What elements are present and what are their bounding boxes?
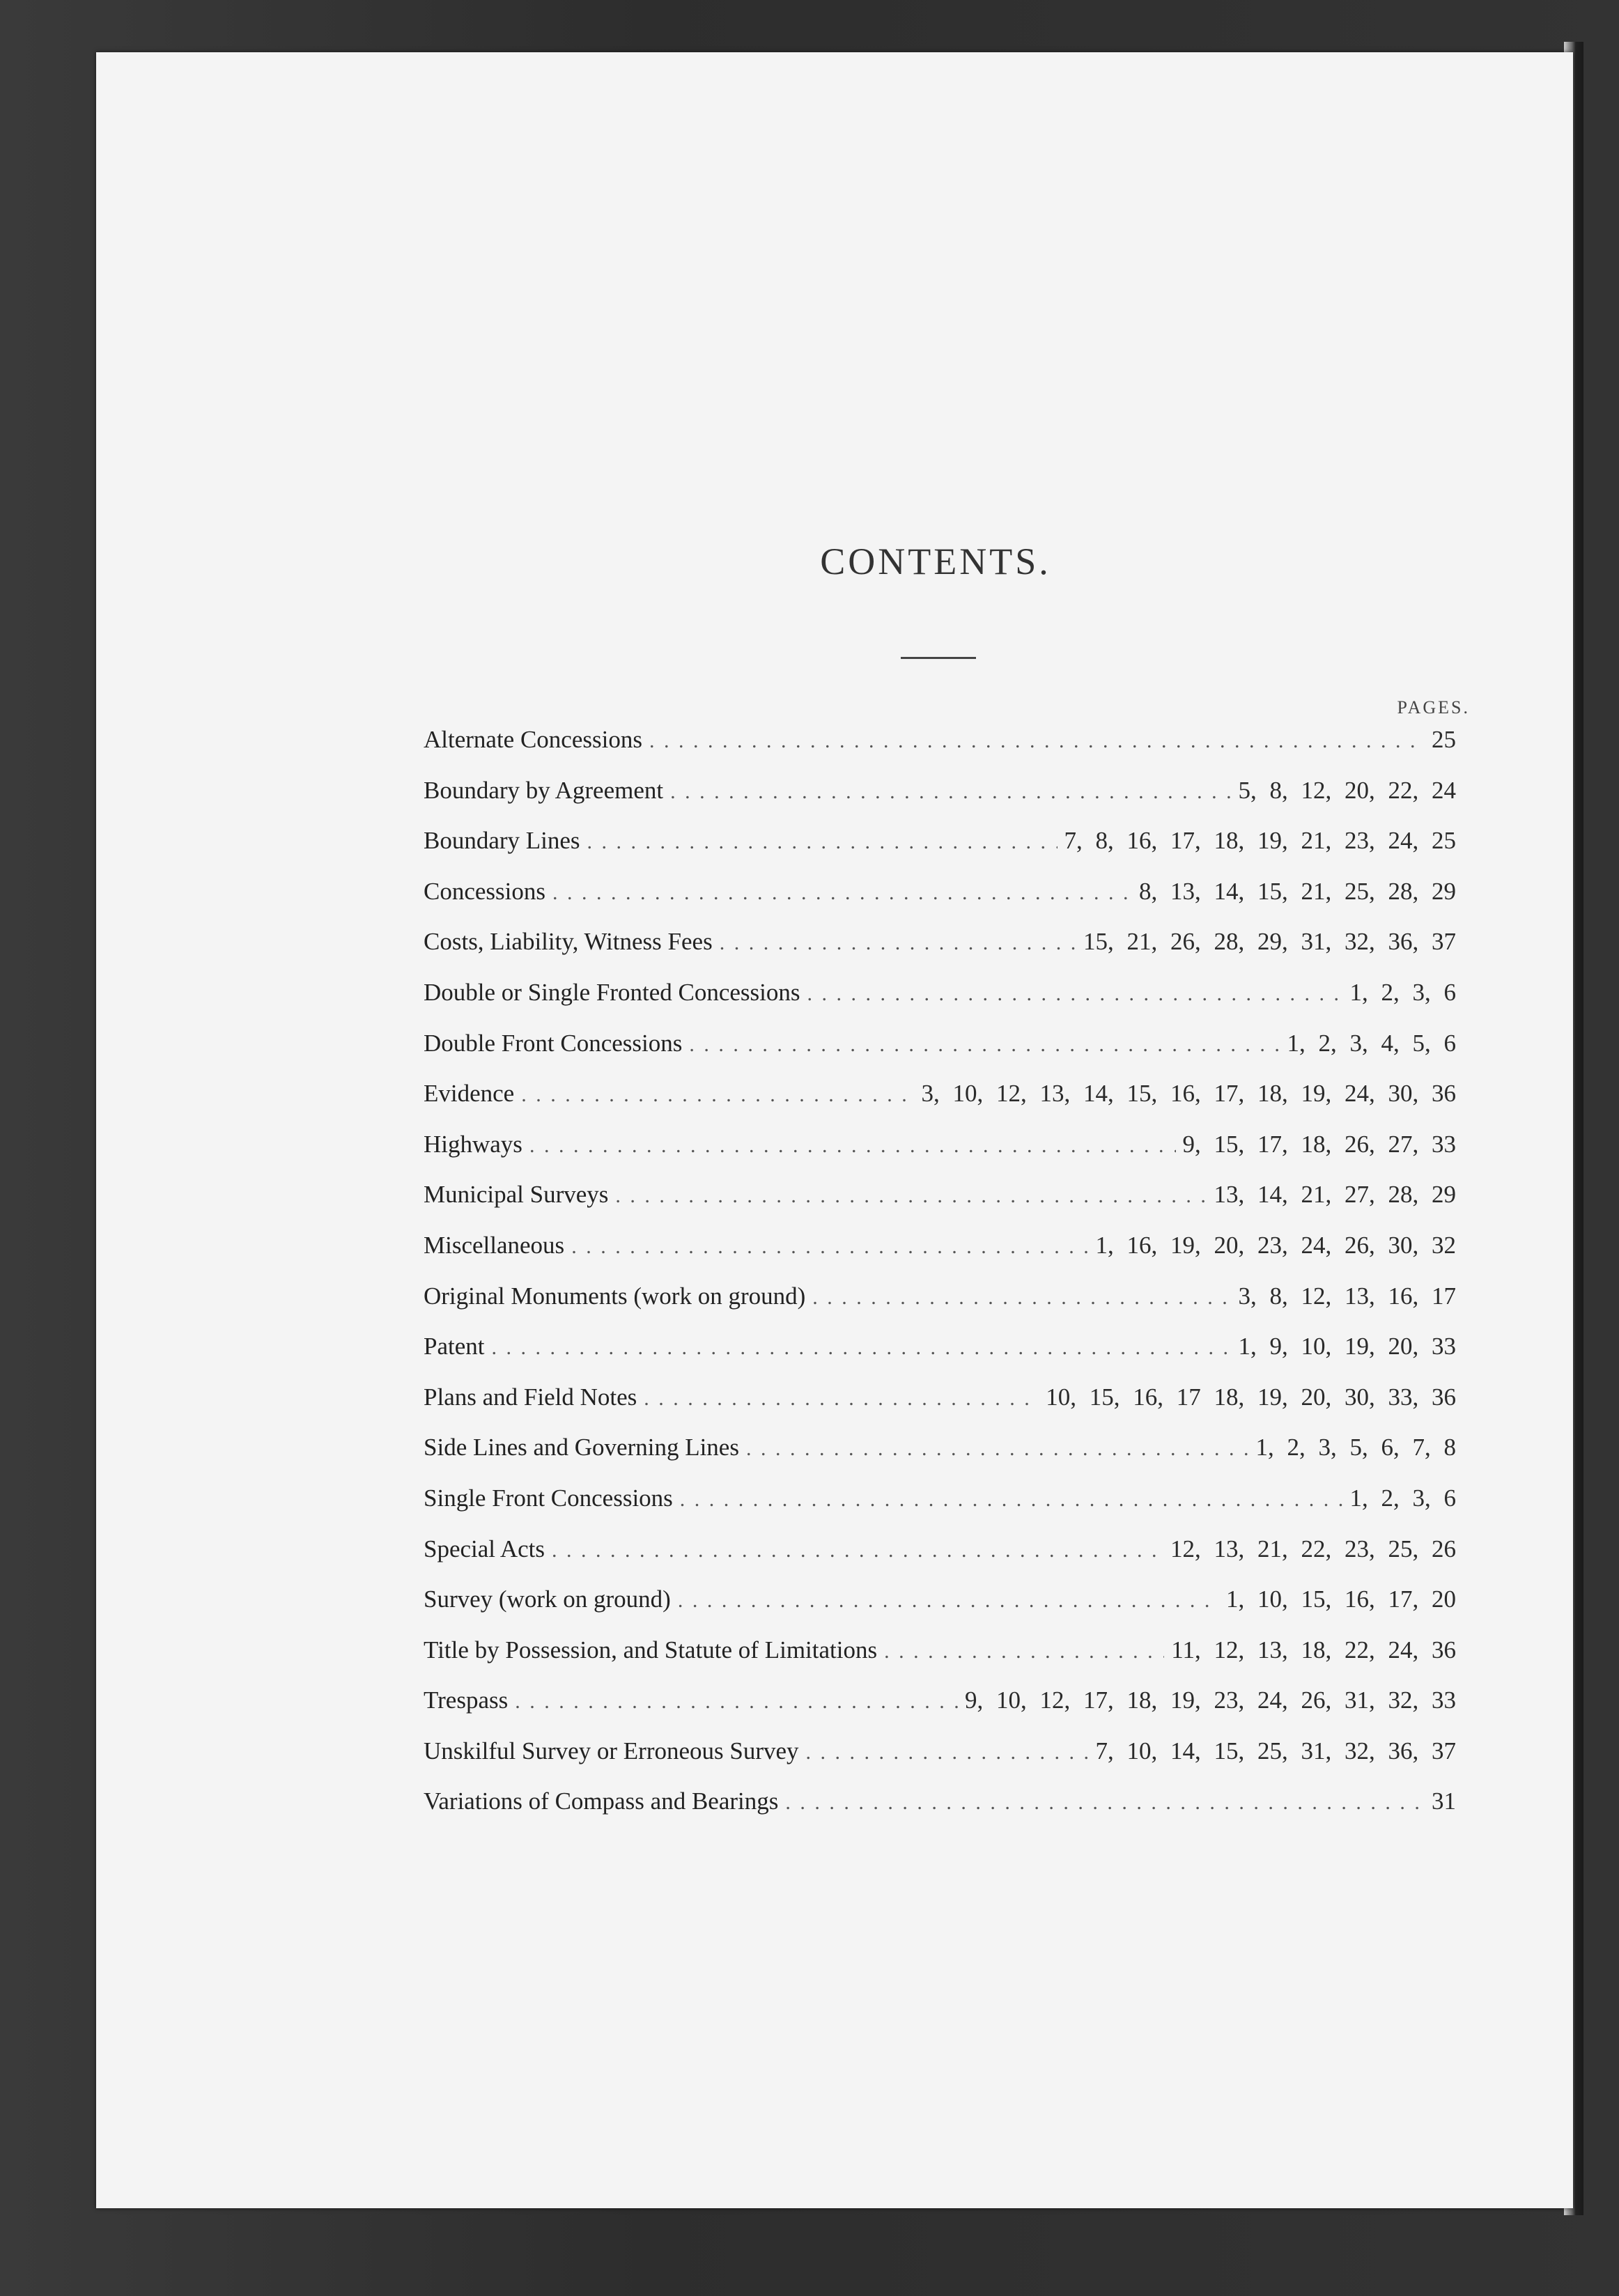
entry-label: Concessions <box>424 877 545 905</box>
entry-pages: 1, 10, 15, 16, 17, 20 <box>1226 1585 1456 1613</box>
contents-entry <box>424 878 1456 929</box>
dot-leader <box>649 729 1425 753</box>
dot-leader <box>587 830 1058 854</box>
contents-entry <box>424 1484 1456 1535</box>
contents-entry <box>424 928 1456 979</box>
dot-leader <box>807 982 1343 1006</box>
entry-pages: 11, 12, 13, 18, 22, 24, 36 <box>1171 1636 1456 1663</box>
contents-entry <box>424 1080 1456 1131</box>
contents-entry <box>424 1787 1456 1838</box>
dot-leader <box>812 1286 1231 1310</box>
entry-pages: 15, 21, 26, 28, 29, 31, 32, 36, 37 <box>1083 928 1456 956</box>
entry-pages: 1, 2, 3, 6 <box>1349 978 1456 1006</box>
dot-leader <box>785 1791 1425 1815</box>
entry-label: Boundary Lines <box>424 827 580 855</box>
entry-label: Single Front Concessions <box>424 1484 673 1512</box>
contents-entry <box>424 1383 1456 1434</box>
contents-entry <box>424 1181 1456 1232</box>
entry-label: Side Lines and Governing Lines <box>424 1434 739 1461</box>
entry-label: Double Front Concessions <box>424 1029 683 1057</box>
dot-leader <box>552 1539 1163 1562</box>
entry-pages: 31 <box>1432 1787 1456 1815</box>
entry-pages: 1, 2, 3, 5, 6, 7, 8 <box>1255 1434 1456 1461</box>
dot-leader <box>529 1134 1176 1158</box>
contents-entry <box>424 1131 1456 1181</box>
entry-pages: 9, 10, 12, 17, 18, 19, 23, 24, 26, 31, 32, 33 <box>965 1686 1456 1714</box>
entry-pages: 10, 15, 16, 17 18, 19, 20, 30, 33, 36 <box>1046 1383 1456 1411</box>
entry-label: Original Monuments (work on ground) <box>424 1282 806 1310</box>
contents-entry <box>424 726 1456 777</box>
dot-leader <box>806 1741 1089 1764</box>
entry-label: Unskilful Survey or Erroneous Survey <box>424 1737 799 1764</box>
entry-label: Municipal Surveys <box>424 1181 609 1209</box>
dot-leader <box>552 881 1132 905</box>
dot-leader <box>746 1437 1249 1461</box>
contents-entry <box>424 1333 1456 1383</box>
entry-pages: 1, 2, 3, 4, 5, 6 <box>1287 1029 1456 1057</box>
entry-label: Special Acts <box>424 1535 545 1562</box>
contents-list <box>424 726 1456 1838</box>
entry-pages: 12, 13, 21, 22, 23, 25, 26 <box>1170 1535 1456 1562</box>
dot-leader <box>491 1336 1231 1360</box>
entry-label: Highways <box>424 1130 522 1158</box>
contents-entry <box>424 1686 1456 1737</box>
entry-label: Costs, Liability, Witness Fees <box>424 928 713 956</box>
contents-entry <box>424 1434 1456 1484</box>
entry-pages: 3, 10, 12, 13, 14, 15, 16, 17, 18, 19, 24, 30, 36 <box>921 1080 1456 1108</box>
document-page <box>96 52 1573 2208</box>
dot-leader <box>680 1488 1343 1512</box>
dot-leader <box>720 931 1076 955</box>
entry-pages: 9, 15, 17, 18, 26, 27, 33 <box>1182 1130 1456 1158</box>
entry-pages: 3, 8, 12, 13, 16, 17 <box>1238 1282 1456 1310</box>
entry-pages: 7, 10, 14, 15, 25, 31, 32, 36, 37 <box>1095 1737 1456 1764</box>
dot-leader <box>678 1589 1219 1613</box>
entry-pages: 5, 8, 12, 20, 22, 24 <box>1238 776 1456 804</box>
contents-entry <box>424 827 1456 878</box>
entry-label: Alternate Concessions <box>424 726 642 753</box>
entry-label: Plans and Field Notes <box>424 1383 637 1411</box>
entry-pages: 8, 13, 14, 15, 21, 25, 28, 29 <box>1139 877 1456 905</box>
contents-entry <box>424 1585 1456 1636</box>
dot-leader <box>670 780 1231 804</box>
contents-entry <box>424 1737 1456 1788</box>
dot-leader <box>644 1387 1039 1411</box>
entry-label: Trespass <box>424 1686 509 1714</box>
entry-label: Title by Possession, and Statute of Limitations <box>424 1636 878 1663</box>
entry-pages: 1, 16, 19, 20, 23, 24, 26, 30, 32 <box>1095 1231 1456 1259</box>
contents-entry <box>424 979 1456 1030</box>
entry-label: Survey (work on ground) <box>424 1585 671 1613</box>
pages-column-header: PAGES. <box>1397 697 1470 718</box>
dot-leader <box>884 1640 1164 1663</box>
title-rule <box>901 657 976 659</box>
entry-pages: 1, 2, 3, 6 <box>1349 1484 1456 1512</box>
contents-entry <box>424 777 1456 828</box>
entry-label: Evidence <box>424 1080 515 1108</box>
entry-pages: 1, 9, 10, 19, 20, 33 <box>1238 1333 1456 1360</box>
page-title: CONTENTS. <box>820 541 1051 582</box>
entry-pages: 25 <box>1432 726 1456 753</box>
dot-leader <box>689 1033 1280 1057</box>
entry-pages: 7, 8, 16, 17, 18, 19, 21, 23, 24, 25 <box>1064 827 1456 855</box>
contents-entry <box>424 1232 1456 1282</box>
entry-label: Miscellaneous <box>424 1231 565 1259</box>
entry-label: Double or Single Fronted Concessions <box>424 978 800 1006</box>
dot-leader <box>571 1235 1088 1259</box>
contents-entry <box>424 1282 1456 1333</box>
contents-entry <box>424 1535 1456 1586</box>
dot-leader <box>521 1083 914 1107</box>
contents-entry <box>424 1636 1456 1687</box>
entry-pages: 13, 14, 21, 27, 28, 29 <box>1214 1181 1456 1209</box>
dot-leader <box>615 1184 1207 1208</box>
entry-label: Patent <box>424 1333 485 1360</box>
entry-label: Variations of Compass and Bearings <box>424 1787 779 1815</box>
entry-label: Boundary by Agreement <box>424 776 664 804</box>
dot-leader <box>515 1690 958 1714</box>
contents-entry <box>424 1030 1456 1080</box>
